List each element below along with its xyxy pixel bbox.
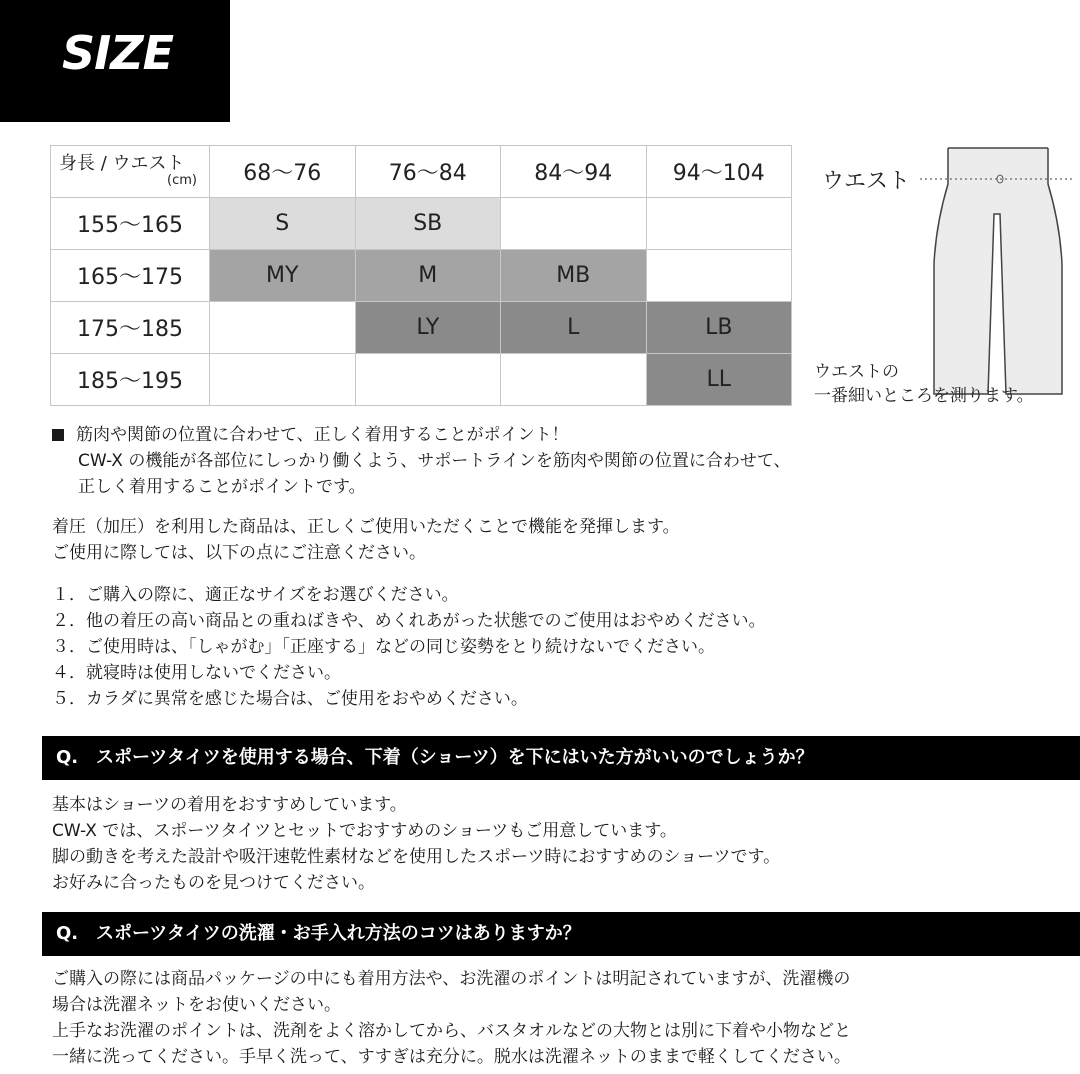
size-cell: LB: [646, 302, 792, 354]
height-label: 165〜175: [51, 250, 210, 302]
faq-question: スポーツタイツを使用する場合、下着（ショーツ）を下にはいた方がいいのでしょうか？: [96, 747, 814, 768]
point-section: [52, 422, 790, 500]
caution-intro-line: 着圧（加圧）を利用した商品は、正しくご使用いただくことで機能を発揮します。: [52, 517, 680, 537]
size-cell: [646, 198, 792, 250]
size-cell: MY: [210, 250, 356, 302]
corner-label: 身長 / ウエスト: [59, 152, 185, 174]
size-cell: LY: [355, 302, 501, 354]
table-row: [51, 250, 792, 302]
answer-line: 一緒に洗ってください。手早く洗って、すすぎは充分に。脱水は洗濯ネットのままで軽くしてください。: [52, 1047, 851, 1067]
height-label: 175〜185: [51, 302, 210, 354]
answer-line: お好みに合ったものを見つけてください。: [52, 873, 375, 893]
height-label: 185〜195: [51, 354, 210, 406]
caution-intro: [52, 514, 680, 566]
caution-list: [52, 582, 766, 712]
faq-question-bar: [42, 736, 1080, 780]
answer-line: 場合は洗濯ネットをお使いください。: [52, 995, 341, 1015]
answer-line: CW-X では、スポーツタイツとセットでおすすめのショーツもご用意しています。: [52, 821, 677, 841]
size-cell: [501, 198, 647, 250]
table-row: [51, 302, 792, 354]
answer-line: 基本はショーツの着用をおすすめしています。: [52, 795, 407, 815]
size-cell: [210, 354, 356, 406]
list-item: １．ご購入の際に、適正なサイズをお選びください。: [52, 585, 459, 605]
size-cell: MB: [501, 250, 647, 302]
waist-col-2: 76〜84: [355, 146, 501, 198]
answer-line: ご購入の際には商品パッケージの中にも着用方法や、お洗濯のポイントは明記されていますが、洗濯機の: [52, 969, 851, 989]
square-bullet-icon: [52, 429, 64, 441]
answer-line: 上手なお洗濯のポイントは、洗剤をよく溶かしてから、バスタオルなどの大物とは別に下着や小物などと: [52, 1021, 851, 1041]
corner-unit: (cm): [167, 172, 197, 188]
figure-note-line: 一番細いところを測ります。: [814, 386, 1034, 406]
q-mark: Q.: [56, 923, 79, 944]
size-title: SIZE: [62, 26, 174, 80]
table-row: [51, 198, 792, 250]
faq-answer: [52, 966, 851, 1070]
answer-line: 脚の動きを考えた設計や吸汗速乾性素材などを使用したスポーツ時におすすめのショーツです。: [52, 847, 781, 867]
waist-col-4: 94〜104: [646, 146, 792, 198]
q-mark: Q.: [56, 747, 79, 768]
point-heading-row: [52, 422, 790, 448]
size-table-header-row: [51, 146, 792, 198]
point-line: 正しく着用することがポイントです。: [78, 477, 366, 497]
caution-intro-line: ご使用に際しては、以下の点にご注意ください。: [52, 543, 426, 563]
faq-answer: [52, 792, 780, 896]
size-cell: S: [210, 198, 356, 250]
figure-note-line: ウエストの: [814, 362, 899, 382]
size-table-corner: [51, 146, 210, 198]
size-title-block: [0, 0, 230, 122]
point-line: CW-X の機能が各部位にしっかり働くよう、サポートラインを筋肉や関節の位置に合わせて、: [78, 451, 791, 471]
size-cell: L: [501, 302, 647, 354]
waist-col-1: 68〜76: [210, 146, 356, 198]
size-cell: [501, 354, 647, 406]
list-item: ５．カラダに異常を感じた場合は、ご使用をおやめください。: [52, 689, 528, 709]
waist-col-3: 84〜94: [501, 146, 647, 198]
size-cell: [646, 250, 792, 302]
tights-outline: [934, 148, 1062, 394]
size-cell: M: [355, 250, 501, 302]
figure-note: [814, 360, 1034, 408]
size-cell: [210, 302, 356, 354]
table-row: [51, 354, 792, 406]
faq-question: スポーツタイツの洗濯・お手入れ方法のコツはありますか？: [96, 923, 581, 944]
height-label: 155〜165: [51, 198, 210, 250]
list-item: ３．ご使用時は、「しゃがむ」「正座する」などの同じ姿勢をとり続けないでください。: [52, 637, 715, 657]
list-item: ４．就寝時は使用しないでください。: [52, 663, 341, 683]
point-heading: 筋肉や関節の位置に合わせて、正しく着用することがポイント！: [76, 425, 569, 445]
size-cell: LL: [646, 354, 792, 406]
faq-question-bar: [42, 912, 1080, 956]
waist-label: ウエスト: [822, 169, 911, 194]
size-cell: SB: [355, 198, 501, 250]
size-cell: [355, 354, 501, 406]
figure-white-cover: [920, 144, 947, 174]
size-chart-table: [50, 145, 792, 406]
list-item: ２．他の着圧の高い商品との重ねばきや、めくれあがった状態でのご使用はおやめください。: [52, 611, 766, 631]
